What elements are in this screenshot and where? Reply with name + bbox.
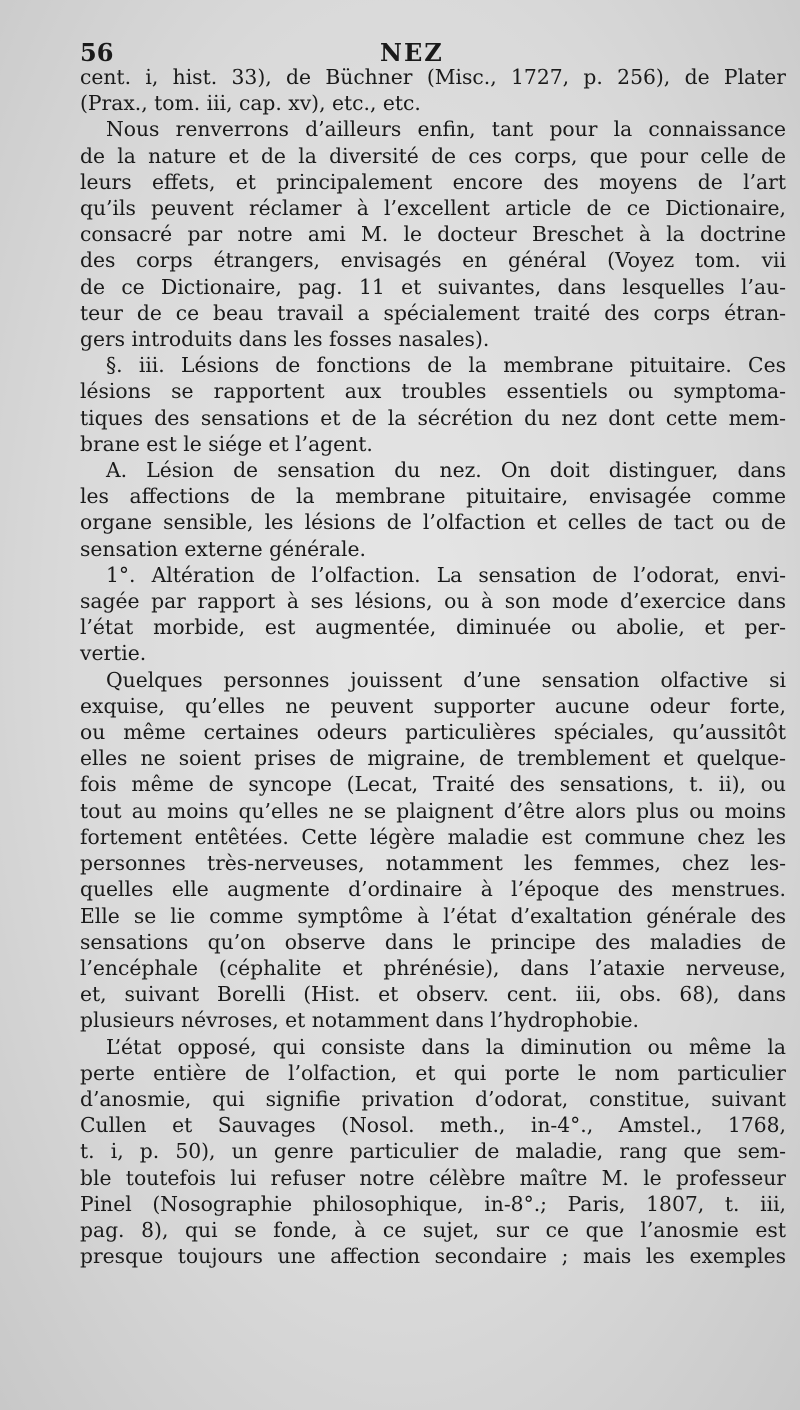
- text-line: (Prax., tom. iii, cap. xv), etc., etc.: [80, 91, 421, 116]
- text-line: tiques des sensations et de la sécrétion du nez dont cette mem-: [80, 405, 786, 430]
- text-line: L’état opposé, qui consiste dans la diminution ou même la: [106, 1034, 786, 1059]
- text-line: sensations qu’on observe dans le principe des maladies de: [80, 929, 786, 954]
- text-line: organe sensible, les lésions de l’olfaction et celles de tact ou de: [80, 510, 786, 535]
- text-line: l’état morbide, est augmentée, diminuée ou abolie, et per-: [80, 615, 786, 640]
- text-line: sensation externe générale.: [80, 536, 366, 561]
- text-line: sagée par rapport à ses lésions, ou à son mode d’exercice dans: [80, 589, 786, 614]
- running-title: NEZ: [380, 38, 444, 67]
- text-line: tout au moins qu’elles ne se plaignent d’être alors plus ou moins: [80, 798, 786, 823]
- text-line: Quelques personnes jouissent d’une sensation olfactive si: [106, 667, 786, 692]
- text-line: Pinel (Nosographie philosophique, in-8°.; Paris, 1807, t. iii,: [80, 1191, 786, 1216]
- text-line: Nous renverrons d’ailleurs enfin, tant pour la connaissance: [106, 117, 786, 142]
- page-number: 56: [80, 38, 114, 67]
- text-line: A. Lésion de sensation du nez. On doit distinguer, dans: [106, 458, 786, 483]
- text-line: des corps étrangers, envisagés en général (Voyez tom. vii: [80, 248, 786, 273]
- text-line: teur de ce beau travail a spécialement traité des corps étran-: [80, 300, 786, 325]
- text-line: plusieurs névroses, et notamment dans l’hydrophobie.: [80, 1008, 639, 1033]
- text-line: et, suivant Borelli (Hist. et observ. cent. iii, obs. 68), dans: [80, 982, 786, 1007]
- text-line: ou même certaines odeurs particulières spéciales, qu’aussitôt: [80, 720, 786, 745]
- text-line: cent. i, hist. 33), de Büchner (Misc., 1727, p. 256), de Plater: [80, 65, 786, 89]
- text-line: de ce Dictionaire, pag. 11 et suivantes, dans lesquelles l’au-: [80, 274, 786, 299]
- text-line: personnes très-nerveuses, notamment les femmes, chez les-: [80, 851, 786, 876]
- text-line: vertie.: [80, 641, 147, 666]
- text-line: t. i, p. 50), un genre particulier de maladie, rang que sem-: [80, 1139, 786, 1164]
- text-line: quelles elle augmente d’ordinaire à l’époque des menstrues.: [80, 877, 786, 902]
- text-line: qu’ils peuvent réclamer à l’excellent article de ce Dictionaire,: [80, 196, 786, 221]
- text-line: Cullen et Sauvages (Nosol. meth., in-4°., Amstel., 1768,: [80, 1113, 786, 1138]
- text-line: fois même de syncope (Lecat, Traité des sensations, t. ii), ou: [80, 772, 786, 797]
- text-line: exquise, qu’elles ne peuvent supporter aucune odeur forte,: [80, 693, 786, 718]
- text-line: d’anosmie, qui signifie privation d’odorat, constitue, suivant: [80, 1086, 786, 1111]
- text-line: §. iii. Lésions de fonctions de la membrane pituitaire. Ces: [106, 353, 786, 378]
- text-line: de la nature et de la diversité de ces corps, que pour celle de: [80, 143, 786, 168]
- text-line: leurs effets, et principalement encore des moyens de l’art: [80, 169, 786, 194]
- text-line: lésions se rapportent aux troubles essentiels ou symptoma-: [80, 379, 786, 404]
- text-line: elles ne soient prises de migraine, de tremblement et quelque-: [80, 746, 786, 771]
- text-line: presque toujours une affection secondaire ; mais les exemples: [80, 1244, 786, 1269]
- text-line: 1°. Altération de l’olfaction. La sensation de l’odorat, envi-: [106, 562, 786, 587]
- text-line: ble toutefois lui refuser notre célèbre maître M. le professeur: [80, 1165, 786, 1190]
- text-line: consacré par notre ami M. le docteur Breschet à la doctrine: [80, 222, 786, 247]
- text-line: l’encéphale (céphalite et phrénésie), dans l’ataxie nerveuse,: [80, 955, 786, 980]
- text-line: perte entière de l’olfaction, et qui porte le nom particulier: [80, 1060, 786, 1085]
- text-line: Elle se lie comme symptôme à l’état d’exaltation générale des: [80, 903, 786, 928]
- body-text: [80, 64, 786, 1269]
- text-line: fortement entêtées. Cette légère maladie est commune chez les: [80, 824, 786, 849]
- running-head: [80, 30, 770, 70]
- text-line: pag. 8), qui se fonde, à ce sujet, sur ce que l’anosmie est: [80, 1217, 786, 1242]
- text-line: brane est le siége et l’agent.: [80, 431, 373, 456]
- text-line: gers introduits dans les fosses nasales).: [80, 327, 490, 352]
- text-line: les affections de la membrane pituitaire, envisagée comme: [80, 484, 786, 509]
